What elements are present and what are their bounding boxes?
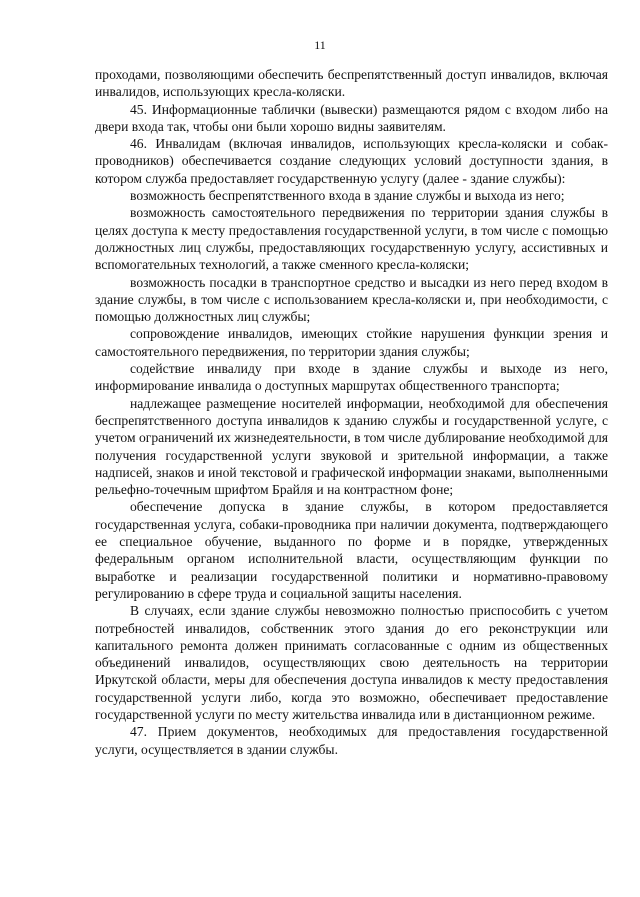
paragraph-escort: сопровождение инвалидов, имеющих стойкие нарушения функции зрения и самостоятельного передвижения, по территории здания службы; [95, 326, 608, 359]
paragraph-item-47: 47. Прием документов, необходимых для предоставления государственной услуги, осуществляется в здании службы. [95, 724, 608, 757]
paragraph-item-46: 46. Инвалидам (включая инвалидов, использующих кресла-коляски и собак-проводников) обеспечивается создание следующих условий доступности здания, в котором служба предоставляет государственную услугу (далее - здание службы): [95, 136, 608, 186]
page-number: 11 [314, 38, 326, 52]
paragraph-assistance: содействие инвалиду при входе в здание службы и выходе из него, информирование инвалида о доступных маршрутах общественного транспорта; [95, 361, 608, 394]
paragraph-entrance-exit: возможность беспрепятственного входа в здание службы и выхода из него; [130, 188, 565, 204]
paragraph-adaptation: В случаях, если здание службы невозможно полностью приспособить с учетом потребностей инвалидов, собственник этого здания до его реконструкции или капитального ремонта должен принимать согласованные с одним из общественных объединений инвалидов, осуществляющих свою деятельность на территории Иркутской области, меры для обеспечения доступа инвалидов к месту предоставления государственной услуги либо, когда это возможно, обеспечивает предоставление государственной услуги по месту жительства инвалида или в дистанционном режиме. [95, 603, 608, 722]
paragraph-movement: возможность самостоятельного передвижения по территории здания службы в целях доступа к месту предоставления государственной услуги, в том числе с помощью должностных лиц службы, предоставляющих государственную услугу, ассистивных и вспомогательных технологий, а также сменного кресла-коляски; [95, 205, 608, 273]
paragraph-guide-dog: обеспечение допуска в здание службы, в котором предоставляется государственная услуга, собаки-проводника при наличии документа, подтверждающего ее специальное обучение, выданного по форме и в порядке, утвержденных федеральным органом исполнительной власти, осуществляющим функции по выработке и реализации государственной политики и нормативно-правовому регулированию в сфере труда и социальной защиты населения. [95, 499, 608, 601]
paragraph-information: надлежащее размещение носителей информации, необходимой для обеспечения беспрепятственного доступа инвалидов к зданию службы и государственной услуге, с учетом ограничений их жизнедеятельности, в том числе дублирование необходимой для получения государственной услуги звуковой и зрительной информации, а также надписей, знаков и иной текстовой и графической информации знаками, выполненными рельефно-точечным шрифтом Брайля и на контрастном фоне; [95, 395, 608, 498]
paragraph-continuation: проходами, позволяющими обеспечить беспрепятственный доступ инвалидов, включая инвалидов, использующих кресла-коляски. [95, 67, 608, 100]
document-body [95, 66, 608, 758]
paragraph-item-45: 45. Информационные таблички (вывески) размещаются рядом с входом либо на двери входа так, чтобы они были хорошо видны заявителям. [95, 101, 608, 134]
paragraph-transport: возможность посадки в транспортное средство и высадки из него перед входом в здание службы, в том числе с использованием кресла-коляски и, при необходимости, с помощью должностных лиц службы; [95, 274, 608, 325]
